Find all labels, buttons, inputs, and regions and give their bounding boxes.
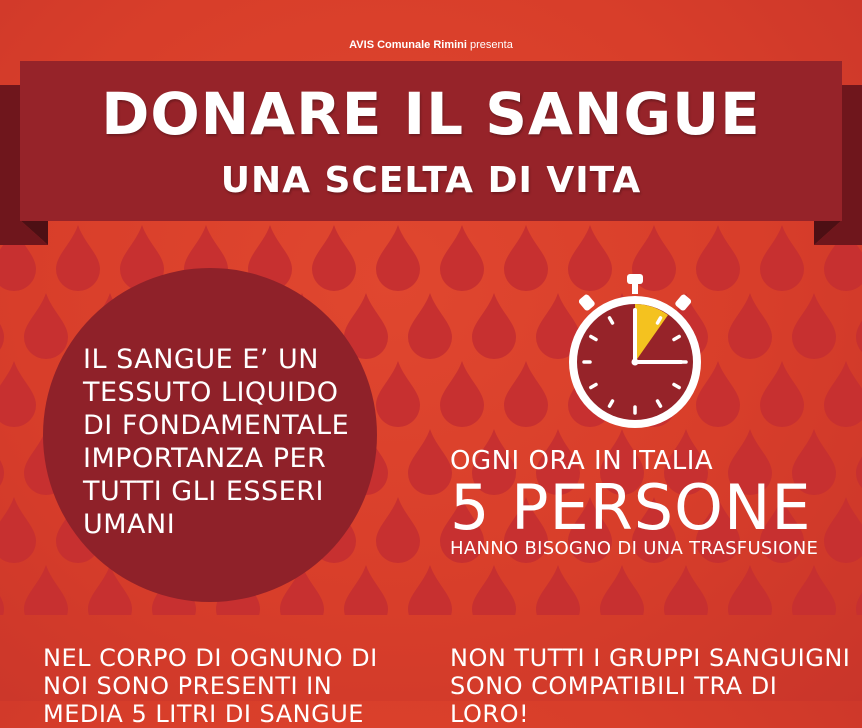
blood-drop-icon — [728, 565, 772, 615]
blood-drop-icon — [408, 293, 452, 359]
blood-drop-icon — [0, 429, 4, 495]
blood-drop-icon — [728, 293, 772, 359]
blood-drop-icon — [0, 361, 36, 427]
blood-drop-icon — [0, 497, 36, 563]
blood-drop-icon — [760, 361, 804, 427]
blood-drop-icon — [440, 361, 484, 427]
blood-drop-icon — [536, 565, 580, 615]
blood-drop-icon — [824, 497, 862, 563]
circle-line: DI FONDAMENTALE — [83, 410, 350, 441]
circle-line: UMANI — [83, 509, 176, 540]
blood-drop-icon — [664, 565, 708, 615]
circle-line: IL SANGUE E’ UN — [83, 344, 319, 375]
blood-drop-icon — [408, 565, 452, 615]
blood-drop-icon — [792, 293, 836, 359]
blood-drop-icon — [24, 565, 68, 615]
bottom-left-line: MEDIA 5 LITRI DI SANGUE — [43, 700, 364, 728]
blood-drop-icon — [824, 361, 862, 427]
stopwatch-icon — [555, 270, 715, 430]
bottom-right-text — [450, 644, 860, 728]
bottom-left-line: NEL CORPO DI OGNUNO DI — [43, 644, 378, 672]
presenter-line — [0, 39, 862, 51]
blood-drop-icon — [0, 565, 4, 615]
blood-drop-icon — [472, 293, 516, 359]
presenter-org: AVIS Comunale Rimini — [349, 39, 467, 51]
circle-text — [83, 343, 383, 541]
bottom-left-line: NOI SONO PRESENTI IN — [43, 672, 333, 700]
blood-drop-icon — [504, 361, 548, 427]
presenter-verb: presenta — [470, 39, 513, 51]
bottom-left-text — [43, 644, 423, 728]
banner-subtitle: UNA SCELTA DI VITA — [220, 160, 642, 201]
blood-drop-icon — [24, 293, 68, 359]
bottom-right-line: SONO COMPATIBILI TRA DI LORO! — [450, 672, 778, 728]
banner-title: DONARE IL SANGUE — [101, 80, 761, 148]
blood-drop-icon — [344, 565, 388, 615]
circle-line: IMPORTANZA PER — [83, 443, 327, 474]
blood-drop-icon — [856, 429, 862, 495]
circle-line: TESSUTO LIQUIDO — [83, 377, 339, 408]
blood-drop-icon — [792, 565, 836, 615]
stat-tail: HANNO BISOGNO DI UNA TRASFUSIONE — [450, 538, 819, 559]
blood-drop-icon — [408, 429, 452, 495]
blood-drop-icon — [856, 565, 862, 615]
blood-drop-icon — [0, 293, 4, 359]
blood-drop-icon — [856, 293, 862, 359]
blood-drop-icon — [472, 565, 516, 615]
stat-big-number: 5 PERSONE — [450, 471, 812, 544]
blood-drop-icon — [600, 565, 644, 615]
circle-line: TUTTI GLI ESSERI — [83, 476, 324, 507]
stat-lead: OGNI ORA IN ITALIA — [450, 446, 714, 476]
bottom-right-line: NON TUTTI I GRUPPI SANGUIGNI — [450, 644, 851, 672]
